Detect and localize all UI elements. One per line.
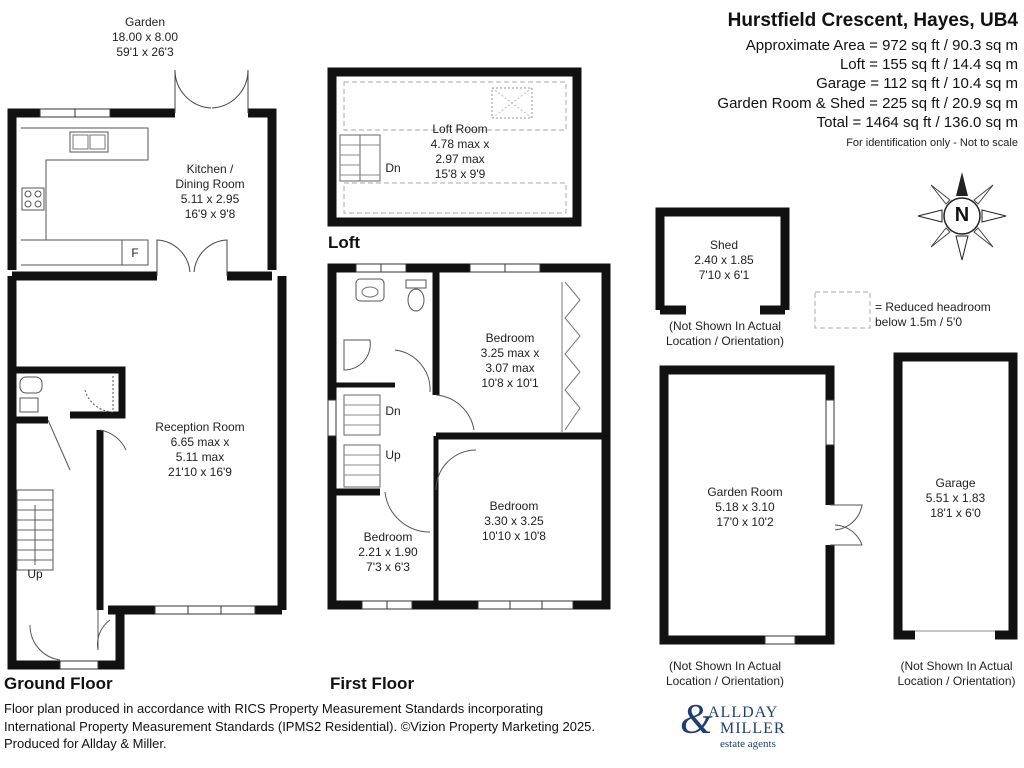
- loft-title: Loft: [328, 233, 361, 252]
- bedroom-3-label: Bedroom 2.21 x 1.90 7'3 x 6'3: [358, 530, 418, 574]
- shed-location-note: (Not Shown In Actual Location / Orientation): [665, 319, 785, 348]
- stairs-up-label-first: Up: [385, 448, 401, 462]
- reduced-headroom-legend-swatch: [815, 292, 870, 328]
- garage-label: Garage 5.51 x 1.83 18'1 x 6'0: [925, 476, 986, 520]
- shed-label: Shed 2.40 x 1.85 7'10 x 6'1: [694, 238, 754, 282]
- area-line: Total = 1464 sq ft / 136.0 sq m: [816, 113, 1018, 131]
- area-summary: [717, 36, 1018, 132]
- area-line: Loft = 155 sq ft / 14.4 sq m: [839, 56, 1018, 74]
- loft-room-label: Loft Room 4.78 max x 2.97 max 15'8 x 9'9: [430, 122, 490, 181]
- garage-location-note: (Not Shown In Actual Location / Orientation): [897, 659, 1016, 688]
- first-floor-title: First Floor: [330, 674, 415, 693]
- property-address: Hurstfield Crescent, Hayes, UB4: [727, 10, 1018, 31]
- kitchen-dining-label: Kitchen / Dining Room 5.11 x 2.95 16'9 x 9'8: [175, 162, 245, 221]
- reduced-headroom-legend-text: = Reduced headroom below 1.5m / 5'0: [875, 300, 991, 329]
- reception-room-label: Reception Room 6.65 max x 5.11 max 21'10 x 16'9: [155, 420, 245, 479]
- compass-north-letter: N: [954, 204, 970, 226]
- fridge-label: F: [131, 246, 139, 260]
- garden-room-location-note: (Not Shown In Actual Location / Orientation): [665, 659, 785, 688]
- stairs-down-label-first: Dn: [385, 404, 401, 418]
- area-line: Garden Room & Shed = 225 sq ft / 20.9 sq m: [717, 94, 1018, 112]
- stairs-down-label-loft: Dn: [385, 161, 401, 175]
- stairs-up-label-ground: Up: [27, 567, 43, 581]
- garden-room-label: Garden Room 5.18 x 3.10 17'0 x 10'2: [707, 485, 783, 529]
- footer-text: Floor plan produced in accordance with RICS Property Measurement Standards incorporating International Property Measurement Standards (IPMS2 Residential). ©Vizion Property Marketing 2025. Produced for Allday & Miller.: [4, 701, 596, 752]
- garden-label: Garden 18.00 x 8.00 59'1 x 26'3: [111, 15, 179, 59]
- ground-floor-plan: [12, 70, 282, 669]
- scale-disclaimer: For identification only - Not to scale: [846, 137, 1018, 149]
- bedroom-2-label: Bedroom 3.30 x 3.25 10'10 x 10'8: [482, 499, 546, 543]
- area-line: Approximate Area = 972 sq ft / 90.3 sq m: [745, 37, 1018, 54]
- bedroom-1-label: Bedroom 3.25 max x 3.07 max 10'8 x 10'1: [480, 331, 540, 390]
- allday-miller-logo: & ALLDAY MILLER estate agents: [680, 697, 786, 750]
- area-line: Garage = 112 sq ft / 10.4 sq m: [816, 75, 1018, 93]
- ground-floor-title: Ground Floor: [4, 674, 113, 693]
